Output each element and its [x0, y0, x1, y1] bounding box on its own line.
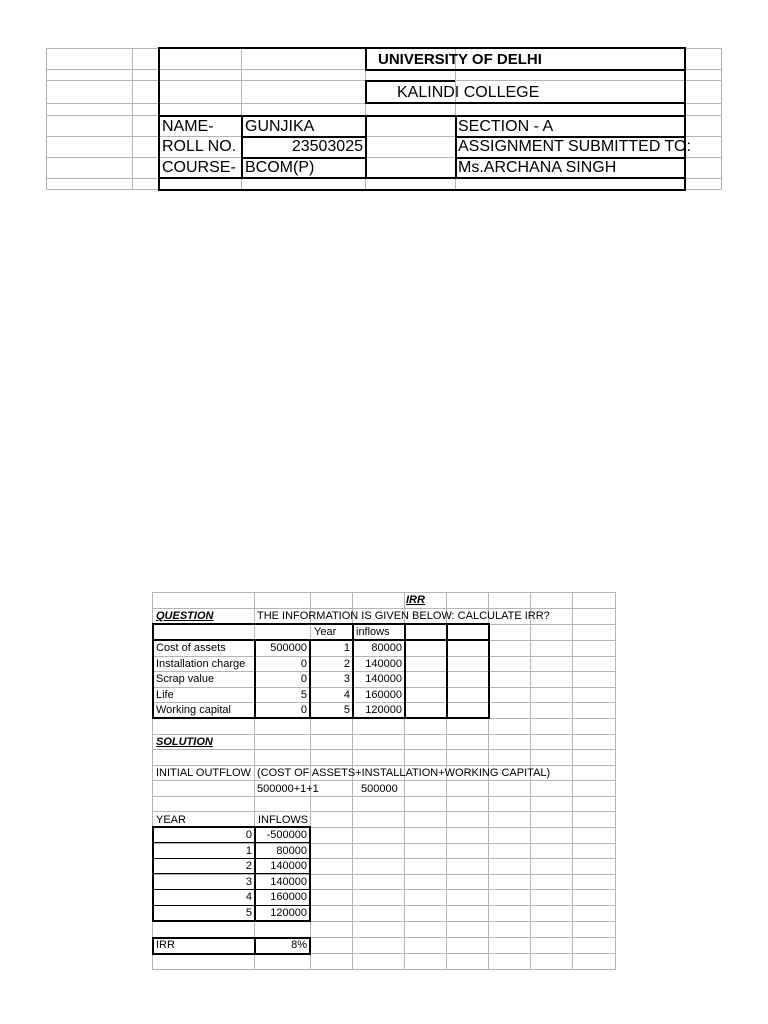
cashflow-inflow: 140000 [270, 860, 307, 872]
outflow-value: 500000 [361, 783, 398, 795]
cashflow-year: 4 [245, 891, 252, 903]
info-inflow: 140000 [365, 658, 402, 670]
cashflow-inflow: 120000 [270, 907, 307, 919]
info-value: 0 [300, 673, 307, 685]
info-inflow: 120000 [365, 704, 402, 716]
info-value: 0 [300, 658, 307, 670]
cashflow-year: 0 [245, 829, 252, 841]
info-year: 5 [343, 704, 350, 716]
name-value: GUNJIKA [245, 118, 315, 135]
info-label: Working capital [156, 705, 231, 716]
col-inflows-header: inflows [356, 626, 390, 638]
roll-value: 23503025 [291, 138, 363, 155]
initial-outflow-formula: (COST OF ASSETS+INSTALLATION+WORKING CAPITAL) [257, 767, 551, 779]
cashflow-inflow: 160000 [270, 891, 307, 903]
course-label: COURSE- [162, 159, 236, 176]
info-inflow: 80000 [371, 642, 402, 654]
info-value: 0 [300, 704, 307, 716]
info-label: Installation charge [156, 659, 246, 670]
irr-result-value: 8% [291, 939, 307, 951]
info-year: 1 [343, 642, 350, 654]
cashflow-year: 3 [245, 876, 252, 888]
university-title: UNIVERSITY OF DELHI [378, 51, 542, 68]
col-year-header: Year [314, 626, 337, 638]
section-label: SECTION - A [458, 118, 554, 135]
initial-outflow-label: INITIAL OUTFLOW [156, 768, 251, 779]
solution-label: SOLUTION [156, 736, 213, 748]
info-inflow: 160000 [365, 689, 402, 701]
college-name: KALINDI COLLEGE [397, 84, 540, 101]
info-label: Life [156, 690, 174, 701]
roll-label: ROLL NO. [162, 138, 237, 155]
info-year: 3 [343, 673, 350, 685]
question-text: THE INFORMATION IS GIVEN BELOW: CALCULATE IRR? [257, 610, 550, 622]
info-value: 5 [300, 689, 307, 701]
info-year: 2 [343, 658, 350, 670]
question-label: QUESTION [156, 610, 214, 622]
cashflow-inflow: -500000 [266, 829, 307, 841]
info-inflow: 140000 [365, 673, 402, 685]
irr-title: IRR [406, 594, 425, 606]
info-value: 500000 [270, 642, 307, 654]
submitted-to-value: Ms.ARCHANA SINGH [458, 159, 617, 176]
submitted-to-label: ASSIGNMENT SUBMITTED TO: [458, 138, 691, 155]
info-year: 4 [343, 689, 350, 701]
info-label: Scrap value [156, 674, 215, 685]
name-label: NAME- [162, 118, 214, 135]
cashflow-year: 5 [245, 907, 252, 919]
cashflow-inflow: 140000 [270, 876, 307, 888]
cashflow-year: 1 [245, 845, 252, 857]
year-header: YEAR [156, 814, 186, 826]
cashflow-year: 2 [245, 860, 252, 872]
outflow-calc: 500000+1+1 [257, 783, 319, 795]
inflows-header: INFLOWS [258, 814, 309, 826]
cashflow-inflow: 80000 [276, 845, 307, 857]
course-value: BCOM(P) [245, 159, 315, 176]
info-label: Cost of assets [156, 643, 226, 654]
irr-result-label: IRR [156, 939, 175, 951]
